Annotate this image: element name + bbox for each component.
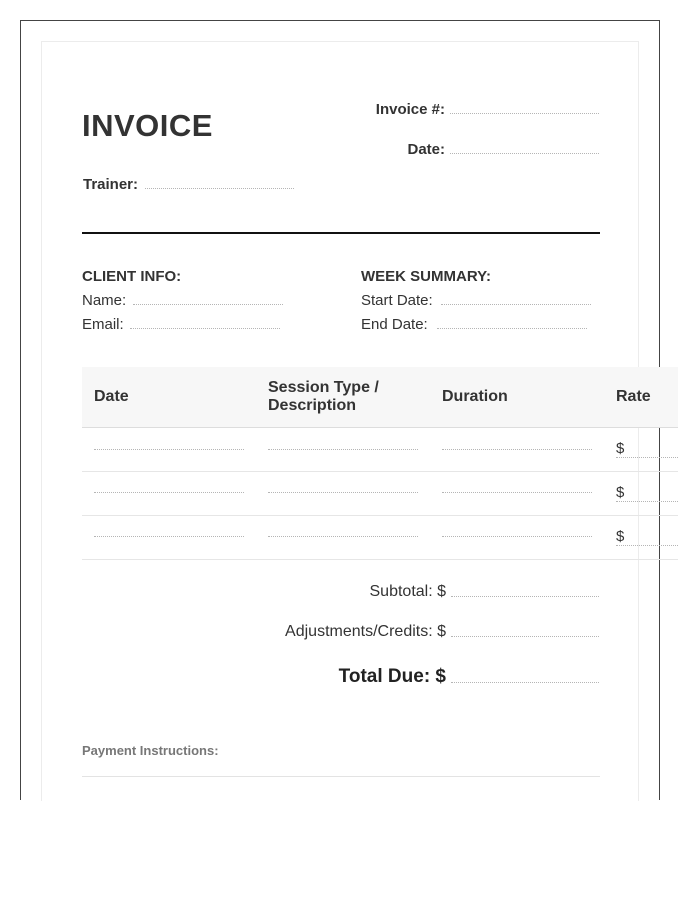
invoice-number-field[interactable] — [450, 113, 599, 114]
row1-duration-field[interactable] — [442, 449, 592, 450]
row1-date-field[interactable] — [94, 449, 244, 450]
row3-duration-field[interactable] — [442, 536, 592, 537]
row2-rate-field[interactable] — [616, 501, 678, 502]
total-due-field[interactable] — [451, 682, 599, 683]
row2-session-field[interactable] — [268, 492, 418, 493]
start-date-label: Start Date: — [361, 292, 433, 309]
invoice-date-label: Date: — [407, 141, 445, 158]
row3-date-field[interactable] — [94, 536, 244, 537]
column-header-session-line1: Session Type / — [268, 379, 379, 396]
row2-duration-field[interactable] — [442, 492, 592, 493]
row3-rate-prefix: $ — [616, 528, 625, 545]
row1-session-field[interactable] — [268, 449, 418, 450]
row1-rate-prefix: $ — [616, 440, 625, 457]
header-divider — [82, 232, 600, 234]
row2-date-field[interactable] — [94, 492, 244, 493]
sessions-table-header — [82, 367, 678, 428]
row1-rate-field[interactable] — [616, 457, 678, 458]
column-header-session-line2: Description — [268, 397, 357, 414]
column-header-duration: Duration — [442, 388, 508, 405]
subtotal-label: Subtotal: $ — [369, 583, 446, 600]
column-header-rate: Rate — [616, 388, 651, 405]
week-summary-heading: WEEK SUMMARY: — [361, 268, 491, 285]
subtotal-field[interactable] — [451, 596, 599, 597]
start-date-field[interactable] — [441, 304, 591, 305]
client-info-heading: CLIENT INFO: — [82, 268, 182, 285]
row2-rate-prefix: $ — [616, 484, 625, 501]
trainer-field[interactable] — [145, 188, 294, 189]
invoice-title: INVOICE — [82, 108, 213, 143]
total-due-label: Total Due: $ — [338, 666, 446, 687]
trainer-label: Trainer: — [83, 176, 139, 193]
adjustments-field[interactable] — [451, 636, 599, 637]
client-name-field[interactable] — [133, 304, 283, 305]
client-name-label: Name: — [82, 292, 127, 309]
client-email-field[interactable] — [130, 328, 280, 329]
payment-instructions-field[interactable] — [82, 776, 600, 777]
invoice-date-field[interactable] — [450, 153, 599, 154]
end-date-label: End Date: — [361, 316, 428, 333]
table-row-divider — [82, 559, 678, 560]
table-row-divider — [82, 471, 678, 472]
invoice-number-label: Invoice #: — [375, 101, 445, 118]
row3-rate-field[interactable] — [616, 545, 678, 546]
client-email-label: Email: — [82, 316, 124, 333]
column-header-date: Date — [94, 388, 129, 405]
end-date-field[interactable] — [437, 328, 587, 329]
adjustments-label: Adjustments/Credits: $ — [285, 623, 446, 640]
row3-session-field[interactable] — [268, 536, 418, 537]
payment-instructions-label: Payment Instructions: — [82, 743, 219, 758]
table-row-divider — [82, 515, 678, 516]
